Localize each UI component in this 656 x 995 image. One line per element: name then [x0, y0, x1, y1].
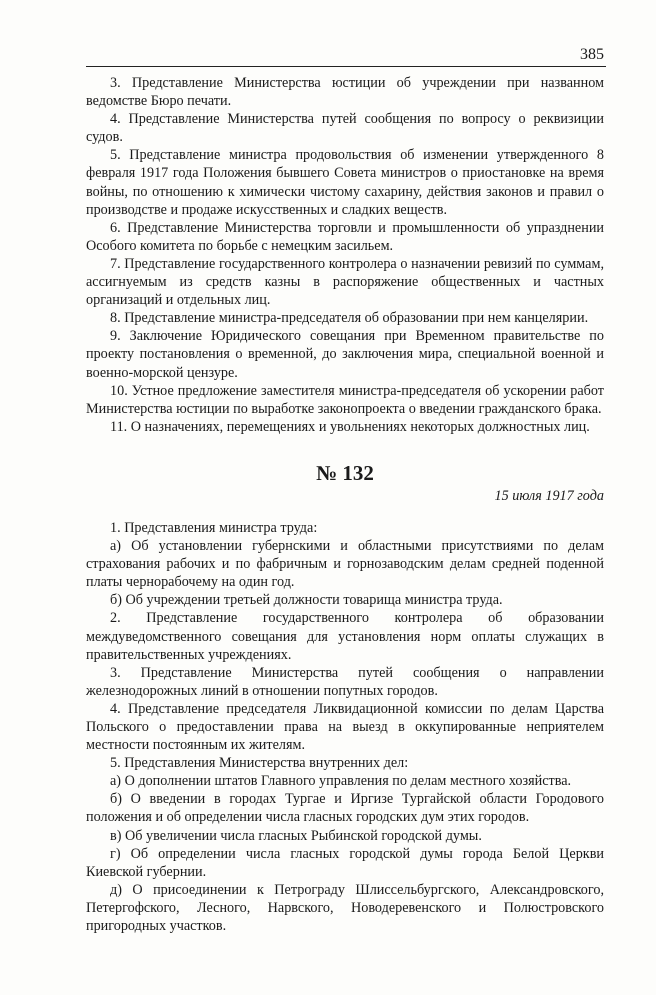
- paragraph: в) Об увеличении числа гласных Рыбинской городской думы.: [110, 827, 482, 844]
- paragraph: д) О присоединении к Петрограду Шлиссельбургского, Александровского, Петергофского, Лесного, Нарвского, Новодеревенского и Полюстровского пригородных участков.: [86, 881, 604, 935]
- paragraph: 3. Представление Министерства путей сообщения о направлении железнодорожных линий в отношении попутных городов.: [86, 664, 604, 699]
- paragraph: 7. Представление государственного контролера о назначении ревизий по суммам, ассигнуемым из средств казны в распоряжение общественных и частных организаций и отдельных лиц.: [86, 255, 604, 309]
- document-number-heading: № 132: [316, 460, 374, 485]
- header-rule: [86, 66, 606, 67]
- paragraph: 8. Представление министра-председателя об образовании при нем канцелярии.: [110, 310, 589, 327]
- paragraph: 4. Представление Министерства путей сообщения по вопросу о реквизиции судов.: [86, 111, 604, 146]
- paragraph: 5. Представление министра продовольствия об изменении утвержденного 8 февраля 1917 года Положения бывшего Совета министров о приостановке на время войны, по отношению к химически чистому сахарину, действия законов и правил о производстве и продаже искусственных и сладких веществ.: [86, 147, 604, 218]
- paragraph: 9. Заключение Юридического совещания при Временном правительстве по проекту постановления о временной, до заключения мира, специальной военной и военно-морской цензуре.: [86, 328, 604, 381]
- paragraph: 2. Представление государственного контролера об образовании междуведомственного совещания для установления норм оплаты служащих в правительственных учреждениях.: [86, 610, 604, 663]
- paragraph: а) О дополнении штатов Главного управления по делам местного хозяйства.: [110, 773, 572, 790]
- paragraph: б) О введении в городах Тургае и Иргизе Тургайской области Городового положения и об определении числа гласных городских дум этих городов.: [86, 791, 604, 826]
- paragraph: 10. Устное предложение заместителя министра-председателя об ускорении работ Министерства юстиции по выработке законопроекта о введении гражданского брака.: [86, 382, 604, 417]
- paragraph: 6. Представление Министерства торговли и промышленности об упразднении Особого комитета по борьбе с немецким засильем.: [86, 219, 604, 254]
- paragraph: г) Об определении числа гласных городской думы города Белой Церкви Киевской губернии.: [86, 845, 604, 880]
- document-date: 15 июля 1917 года: [494, 487, 604, 504]
- paragraph: 3. Представление Министерства юстиции об учреждении при названном ведомстве Бюро печати.: [86, 75, 604, 110]
- paragraph: б) Об учреждении третьей должности товарища министра труда.: [110, 592, 503, 609]
- paragraph: 5. Представления Министерства внутренних дел:: [110, 755, 409, 772]
- page-number: 385: [580, 46, 604, 63]
- paragraph: 4. Представление председателя Ликвидационной комиссии по делам Царства Польского о предоставлении права на выезд в оккупированные неприятелем местности постоянным их жителям.: [86, 700, 604, 754]
- paragraph: а) Об установлении губернскими и областными присутствиями по делам страхования рабочих и по фабричным и горнозаводским делам средней поденной платы чернорабочему на один год.: [86, 538, 604, 591]
- paragraph: 11. О назначениях, перемещениях и увольнениях некоторых должностных лиц.: [110, 418, 590, 435]
- paragraph: 1. Представления министра труда:: [110, 519, 318, 536]
- document-body: [86, 74, 604, 935]
